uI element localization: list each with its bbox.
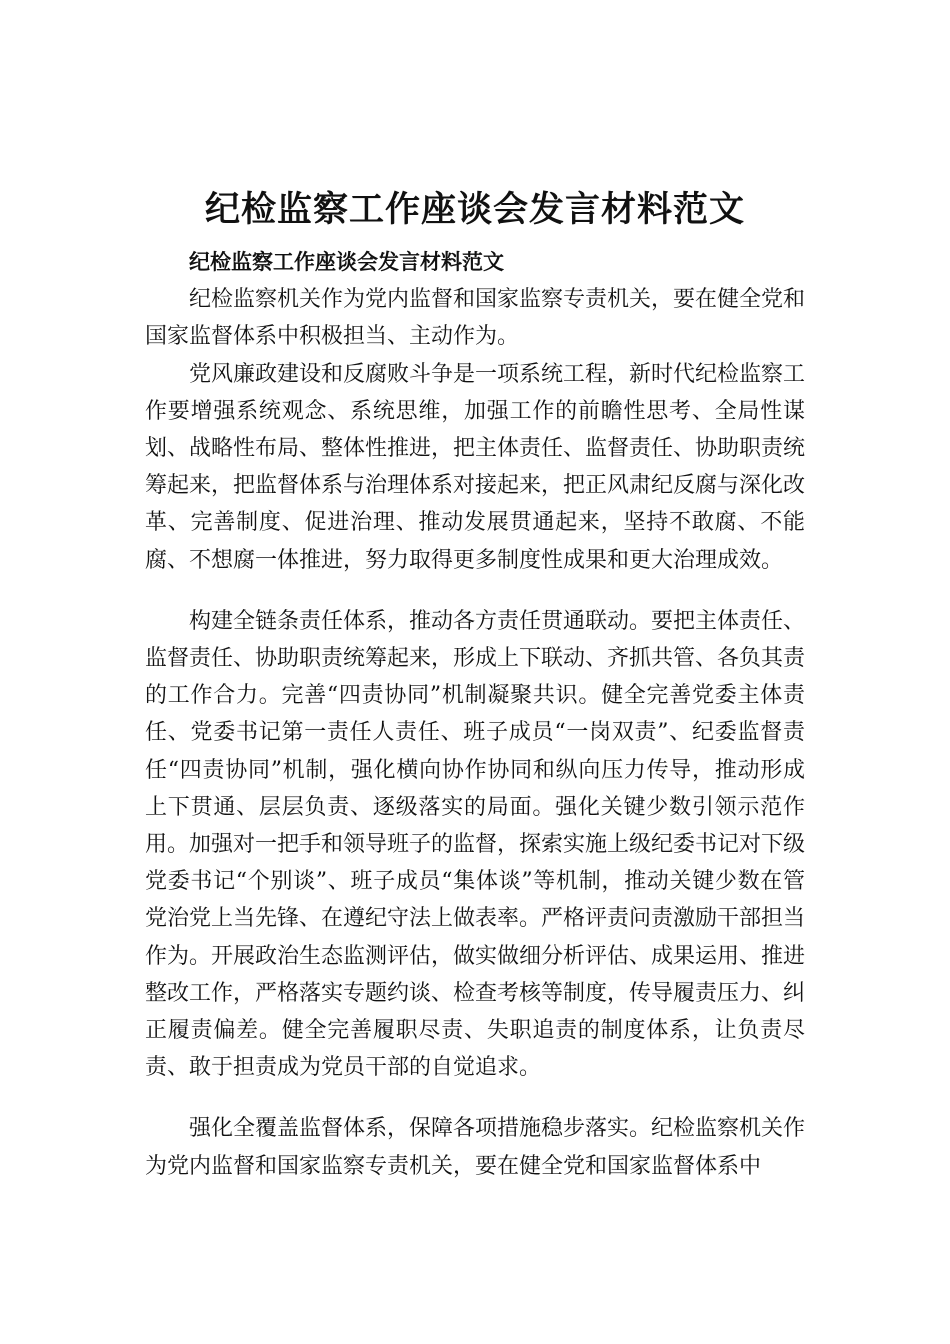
paragraph-system-engineering: 党风廉政建设和反腐败斗争是一项系统工程，新时代纪检监察工作要增强系统观念、系统思维，加强工作的前瞻性思考、全局性谋划、战略性布局、整体性推进，把主体责任、监督责任、协助职责统筹起来，把监督体系与治理体系对接起来，把正风肃纪反腐与深化改革、完善制度、促进治理、推动发展贯通起来，坚持不敢腐、不能腐、不想腐一体推进，努力取得更多制度性成果和更大治理成效。 [145,361,806,573]
paragraph-intro: 纪检监察机关作为党内监督和国家监察专责机关，要在健全党和国家监督体系中积极担当、主动作为。 [145,287,806,350]
paragraph-responsibility-system: 构建全链条责任体系，推动各方责任贯通联动。要把主体责任、监督责任、协助职责统筹起来，形成上下联动、齐抓共管、各负其责的工作合力。完善“四责协同”机制凝聚共识。健全完善党委主体责任、党委书记第一责任人责任、班子成员“一岗双责”、纪委监督责任“四责协同”机制，强化横向协作协同和纵向压力传导，推动形成上下贯通、层层负责、逐级落实的局面。强化关键少数引领示范作用。加强对一把手和领导班子的监督，探索实施上级纪委书记对下级党委书记“个别谈”、班子成员“集体谈”等机制，推动关键少数在管党治党上当先锋、在遵纪守法上做表率。严格评责问责激励干部担当作为。开展政治生态监测评估，做实做细分析评估、成果运用、推进整改工作，严格落实专题约谈、检查考核等制度，传导履责压力、纠正履责偏差。健全完善履职尽责、失职追责的制度体系，让负责尽责、敢于担责成为党员干部的自觉追求。 [145,608,806,1081]
document-subtitle: 纪检监察工作座谈会发言材料范文 [189,250,504,274]
paragraph-supervision-system: 强化全覆盖监督体系，保障各项措施稳步落实。纪检监察机关作为党内监督和国家监察专责机关，要在健全党和国家监督体系中 [145,1116,806,1179]
document-title: 纪检监察工作座谈会发言材料范文 [204,190,745,230]
document-body [145,244,805,1185]
